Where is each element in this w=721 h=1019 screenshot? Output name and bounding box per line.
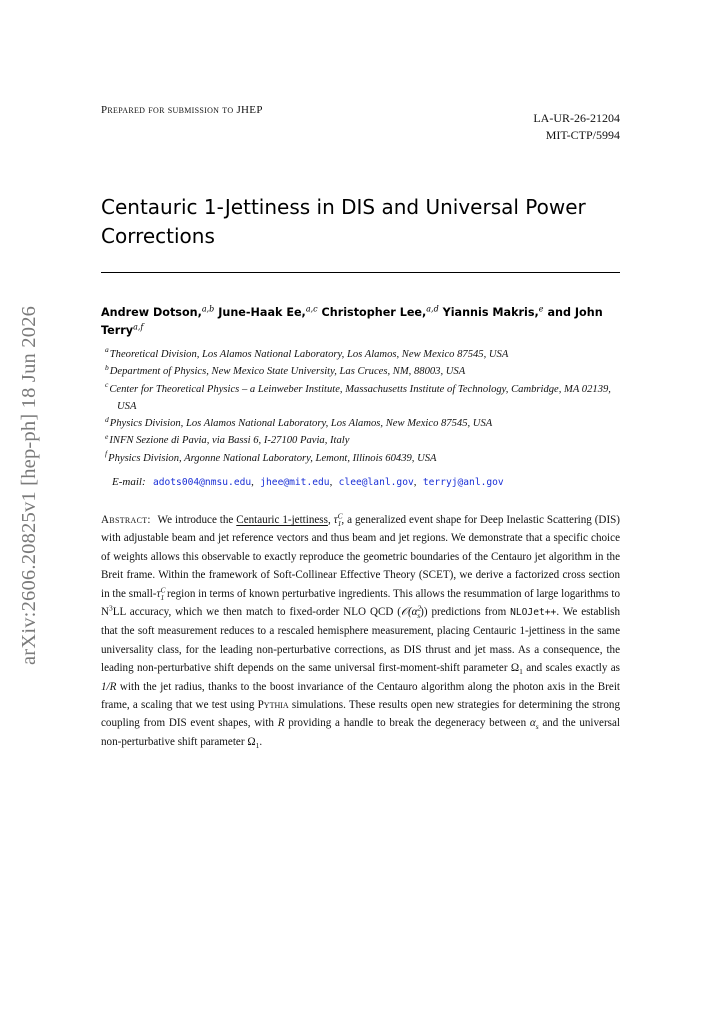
one-over-r: 1/R <box>101 680 117 693</box>
email-label: E-mail: <box>112 476 146 488</box>
email-link[interactable]: jhee@mit.edu <box>260 477 330 488</box>
affiliation-text: Department of Physics, New Mexico State University, Las Cruces, NM, 88003, USA <box>109 366 466 378</box>
abstract-text: region in terms of known perturbative ingredients. This allows the resummation of large logarithms to N <box>101 587 620 619</box>
affiliation-label: b <box>105 362 109 372</box>
author-affil-mark: a,d <box>426 304 439 314</box>
affiliation-label: f <box>105 449 108 459</box>
affiliation-list <box>105 346 623 467</box>
author-affil-mark: a,b <box>201 304 215 314</box>
affiliation-label: c <box>105 380 109 390</box>
author-name: June-Haak Ee, <box>218 306 306 319</box>
report-number: MIT-CTP/5994 <box>545 128 620 142</box>
abstract-text: and the universal non-perturbative shift parameter <box>101 717 621 748</box>
affiliation-label: d <box>105 414 109 424</box>
affiliation <box>105 346 623 363</box>
affiliation-text: Physics Division, Argonne National Laboratory, Lemont, Illinois 60439, USA <box>108 452 437 464</box>
affiliation-label: e <box>105 431 109 441</box>
jet-radius-symbol: R <box>277 717 285 730</box>
abstract-text: We introduce the <box>157 514 234 526</box>
author-name: Christopher Lee, <box>321 306 427 319</box>
abstract-text: . <box>259 735 263 748</box>
affiliation-text: Theoretical Division, Los Alamos National Laboratory, Los Alamos, New Mexico 87545, USA <box>109 349 509 360</box>
author-affil-mark: e <box>538 304 544 314</box>
submission-note: Prepared for submission to JHEP <box>101 104 263 116</box>
affiliation <box>105 415 623 432</box>
alpha-s-symbol: $\alpha_s$ <box>529 717 539 732</box>
email-line <box>112 476 504 488</box>
affiliation-text: Physics Division, Los Alamos National Laboratory, Los Alamos, New Mexico 87545, USA <box>109 418 493 430</box>
email-link[interactable]: clee@lanl.gov <box>338 477 414 488</box>
omega-symbol: $\Omega_1$ <box>510 662 523 677</box>
author-name: John Terry <box>101 306 603 337</box>
author-name: Yiannis Makris, <box>442 306 539 319</box>
tau-symbol: $\tau^C_1$ <box>333 511 343 529</box>
affiliation <box>105 450 623 467</box>
tau-symbol: $\tau^C_1$ <box>156 584 166 602</box>
nlojet-code: NLOJet++ <box>510 607 557 619</box>
title-rule <box>101 272 620 273</box>
affiliation-label: a <box>105 345 109 355</box>
paper-title: Centauric 1-Jettiness in DIS and Universal Power Corrections <box>101 195 586 248</box>
order-alpha-s-squared: $𝒪(\alpha^2_s)$) <box>400 603 428 621</box>
pythia-name: Pythia <box>257 699 289 712</box>
abstract-text: predictions from <box>427 606 511 619</box>
math-superscript: 3 <box>109 603 113 613</box>
email-link[interactable]: terryj@anl.gov <box>422 477 504 488</box>
abstract-text: with the jet radius, thanks to the boost invariance of the Centauro algorithm along the photon axis in the Breit frame, a scaling that we test using <box>101 680 620 712</box>
email-separator: , <box>251 476 254 488</box>
omega-symbol: $\Omega_1$ <box>247 735 260 751</box>
author-conjunction: and <box>547 306 571 319</box>
centauric-jettiness-link[interactable]: Centauric 1-jettiness <box>236 514 328 526</box>
abstract-heading: Abstract: <box>101 514 151 526</box>
abstract-text: LL accuracy, which we then match to fixed-order NLO QCD ( <box>112 606 401 619</box>
affiliation <box>105 363 623 380</box>
affiliation-text: INFN Sezione di Pavia, via Bassi 6, I-27100 Pavia, Italy <box>109 435 350 447</box>
email-link[interactable]: adots004@nmsu.edu <box>152 477 252 488</box>
author-list <box>101 304 621 340</box>
email-separator: , <box>329 476 333 488</box>
affiliation-text: Center for Theoretical Physics – a Leinweber Institute, Massachusetts Institute of Technology, Cambridge, MA 02139, USA <box>109 383 611 412</box>
abstract-text: simulations. These results open new strategies for determining the strong coupling from DIS event shapes, with <box>101 699 620 730</box>
email-separator: , <box>413 476 417 488</box>
abstract-text: and scales exactly as <box>522 662 620 675</box>
report-numbers <box>533 110 620 144</box>
author-affil-mark: a,c <box>305 304 318 314</box>
author-name: Andrew Dotson, <box>101 306 202 319</box>
author-affil-mark: a,f <box>133 322 144 332</box>
abstract-text: providing a handle to break the degeneracy between <box>284 717 530 730</box>
abstract-text: . We establish that the soft measurement reduces to a rescaled hemisphere measurement, placing Centauric 1-jettiness in the same universality class, for the leading non-perturbative corrections, as DIS thrust and jet mass. As a consequence, the leading non-perturbative shift depends on the same universal first-moment-shift parameter <box>101 606 621 675</box>
arxiv-identifier: arXiv:2606.20825v1 [hep-ph] 18 Jun 2026 <box>18 305 40 665</box>
affiliation <box>105 381 623 416</box>
affiliation <box>105 432 623 449</box>
abstract-text: , a generalized event shape for Deep Inelastic Scattering (DIS) with adjustable beam and jet reference vectors and thus beam and jet regions. We demonstrate that a specific choice of weights allows this observable to exactly reproduce the geometric boundaries of the Centauro jet algorithm in the Breit frame. Within the framework of Soft-Collinear Effective Theory (SCET), we derive a factorized cross section in the small- <box>101 514 621 600</box>
report-number: LA-UR-26-21204 <box>533 111 620 125</box>
abstract: Abstract: We introduce the Centauric 1-jettiness, $\tau^C_1$, a generalized event shape for Deep Inelastic Scattering (DIS) with adjustable beam and jet reference vectors and thus beam and jet regions. We demonstrate that a specific choice of weights allows this observable to exactly reproduce the geometric boundaries of the Centauro jet algorithm in the Breit frame. Within the framework of Soft-Collinear Effective Theory (SCET), we derive a factorized cross section in the small-$\tau^C_1$ region in terms of known perturbative ingredients. This allows the resummation of large logarithms to $N^3LL$ accuracy, which we then match to fixed-order NLO QCD $(𝒪(\alpha^2_s))$ predictions from NLOJet++. We establish that the soft measurement reduces to a rescaled hemisphere measurement, placing Centauric 1-jettiness in the same universality class, for the leading non-perturbative corrections, as DIS thrust and jet mass. As a consequence, the leading non-perturbative shift depends on the same universal first-moment-shift parameter $\Omega_1$ and scales exactly as 1/R with the jet radius, thanks to the boost invariance of the Centauro algorithm along the photon axis in the Breit frame, a scaling that we test using Pythia simulations. These results open new strategies for determining the strong coupling from DIS event shapes, with R providing a handle to break the degeneracy between $\alpha_s$ and the universal non-perturbative shift parameter $\Omega_1$. <box>101 511 621 751</box>
